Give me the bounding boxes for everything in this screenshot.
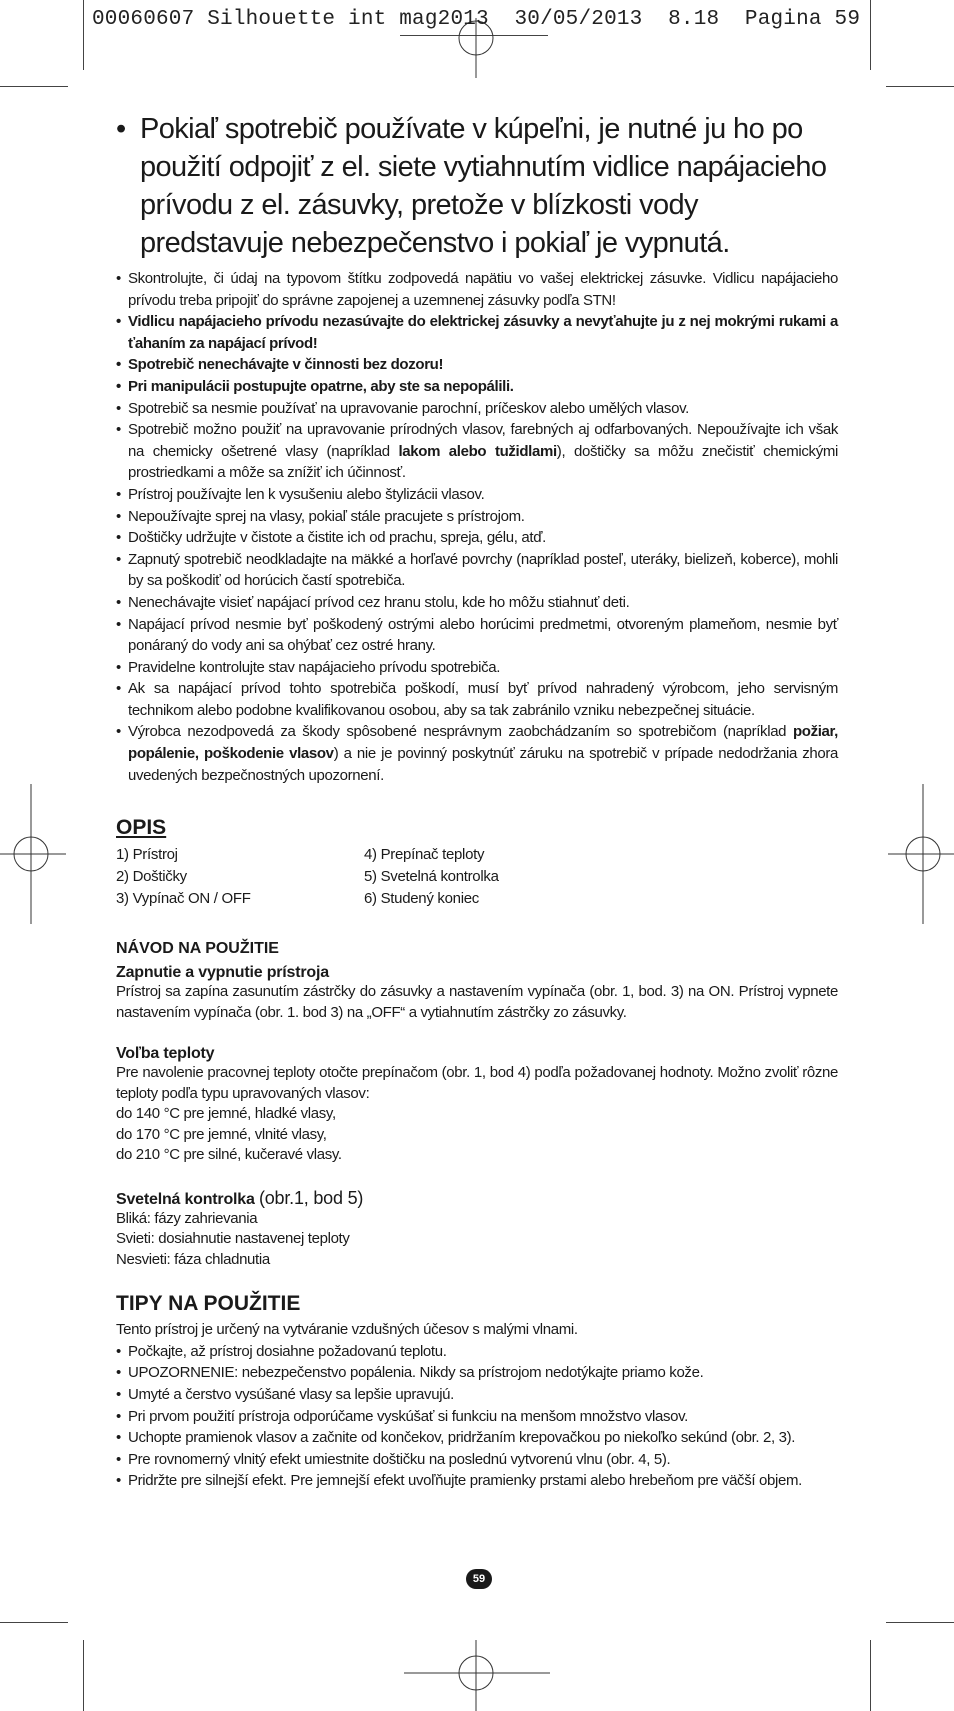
part-item: 5) Svetelná kontrolka bbox=[364, 868, 499, 886]
list-item: • Pri manipulácii postupujte opatrne, aby ste sa nepopálili. bbox=[116, 376, 838, 398]
list-item: • Vidlicu napájacieho prívodu nezasúvajte do elektrickej zásuvky a nevyťahujte ju z nej mokrými rukami a ťahaním za napájací prívod! bbox=[116, 311, 838, 354]
list-item: • Umyté a čerstvo vysúšané vlasy sa lepšie upravujú. bbox=[116, 1384, 838, 1406]
list-item: • Pridržte pre silnejší efekt. Pre jemnejší efekt uvoľňujte pramienky prstami alebo hrebeňom pre väčší objem. bbox=[116, 1470, 838, 1492]
section-title-navod: NÁVOD NA POUŽITIE bbox=[116, 940, 279, 958]
list-item: • UPOZORNENIE: nebezpečenstvo popálenia. Nikdy sa prístrojom nedotýkajte priamo kože. bbox=[116, 1362, 838, 1384]
temperature-line: do 210 °C pre silné, kučeravé vlasy. bbox=[116, 1146, 342, 1164]
list-item: • Pravidelne kontrolujte stav napájacieho prívodu spotrebiča. bbox=[116, 657, 838, 679]
bullet: • bbox=[116, 113, 126, 145]
crop-mark bbox=[886, 1622, 954, 1623]
list-item bbox=[116, 419, 838, 484]
crop-mark bbox=[83, 1640, 84, 1711]
registration-mark-left bbox=[0, 784, 66, 924]
bold-run: lakom alebo tužidlami bbox=[398, 442, 557, 460]
parts-list bbox=[116, 844, 838, 910]
temperature-line: do 140 °C pre jemné, hladké vlasy, bbox=[116, 1105, 336, 1123]
part-item: 2) Doštičky bbox=[116, 868, 187, 886]
registration-mark-bottom bbox=[404, 1640, 550, 1711]
page-number-badge: 59 bbox=[466, 1569, 492, 1589]
subheading-text: Svetelná kontrolka bbox=[116, 1190, 255, 1208]
bold-run: požiar, popálenie, poškodenie vlasov bbox=[128, 723, 838, 763]
paragraph-zapnutie: Prístroj sa zapína zasunutím zástrčky do zásuvky a nastavením vypínača (obr. 1, bod. 3) na ON. Prístroj vypnete nastavením vypínača (obr. 1. bod 3) na „OFF“ a vytiahnutím zástrčky zo zásuvky. bbox=[116, 983, 838, 1021]
subheading-zapnutie: Zapnutie a vypnutie prístroja bbox=[116, 964, 329, 982]
part-item: 3) Vypínač ON / OFF bbox=[116, 890, 251, 908]
section-title-tipy: TIPY NA POUŽITIE bbox=[116, 1292, 301, 1316]
list-item bbox=[116, 721, 838, 786]
registration-mark-right bbox=[888, 784, 954, 924]
crop-mark bbox=[870, 0, 871, 70]
crop-mark bbox=[870, 1640, 871, 1711]
part-item: 1) Prístroj bbox=[116, 846, 178, 864]
list-item: • Ak sa napájací prívod tohto spotrebiča poškodí, musí byť prívod nahradený výrobcom, jeho servisným technikom alebo podobne kvalifikovanou osobou, aby sa tak zabránilo vzniku nebezpečnej situácie. bbox=[116, 678, 838, 721]
list-item: • Doštičky udržujte v čistote a čistite ich od prachu, spreja, gélu, atď. bbox=[116, 527, 838, 549]
temperature-line: do 170 °C pre jemné, vlnité vlasy, bbox=[116, 1125, 327, 1143]
crop-mark bbox=[0, 1622, 68, 1623]
list-item: • Počkajte, až prístroj dosiahne požadovanú teplotu. bbox=[116, 1341, 838, 1363]
text-run: Výrobca nezodpovedá za škody spôsobené nesprávnym zaobchádzaním so spotrebičom (napríklad bbox=[128, 723, 793, 741]
list-item: • Prístroj používajte len k vysušeniu alebo štylizácii vlasov. bbox=[116, 484, 838, 506]
tips-intro: Tento prístroj je určený na vytváranie vzdušných účesov s malými vlnami. bbox=[116, 1321, 578, 1339]
list-item: • Spotrebič nenechávajte v činnosti bez dozoru! bbox=[116, 354, 838, 376]
page-content bbox=[116, 110, 838, 1492]
crop-mark bbox=[83, 0, 84, 70]
subheading-volba: Voľba teploty bbox=[116, 1045, 215, 1063]
list-item: • Pri prvom použití prístroja odporúčame vyskúšať si funkciu na menšom množstvo vlasov. bbox=[116, 1406, 838, 1428]
tips-list bbox=[116, 1341, 838, 1492]
text-run: ) a nie je povinný poskytnúť záruku na spotrebič v prípade nedodržania zhora uvedených bezpečnostných upozornení. bbox=[128, 745, 839, 784]
list-item: • Skontrolujte, či údaj na typovom štítku zodpovedá napätiu vo vašej elektrickej zásuvke. Vidlicu napájacieho prívodu treba pripojiť do správne zapojenej a uzemnenej zásuvky podľa STN! bbox=[116, 268, 838, 311]
safety-list bbox=[116, 268, 838, 786]
indicator-line: Bliká: fázy zahrievania bbox=[116, 1209, 258, 1227]
crop-mark bbox=[0, 86, 68, 87]
part-item: 4) Prepínač teploty bbox=[364, 846, 485, 864]
text-run: ), doštičky sa môžu znečistiť chemickými prostriedkami a môže sa znížiť ich účinnosť. bbox=[128, 442, 838, 482]
figure-reference: (obr.1, bod 5) bbox=[258, 1187, 364, 1208]
indicator-line: Svieti: dosiahnutie nastavenej teploty bbox=[116, 1230, 350, 1248]
part-item: 6) Studený koniec bbox=[364, 890, 479, 908]
list-item: • Spotrebič sa nesmie používať na upravovanie parochní, príčeskov alebo umělých vlasov. bbox=[116, 398, 838, 420]
list-item: • Napájací prívod nesmie byť poškodený ostrými alebo horúcimi predmetmi, otvoreným plameňom, nesmie byť ponáraný do vody ani sa ohýbať cez ostré hrany. bbox=[116, 614, 838, 657]
lead-warning bbox=[116, 110, 838, 262]
text-run: Spotrebič možno použiť na upravovanie prírodných vlasov, farebných aj odfarbovaných. Nepoužívajte ich však na chemicky ošetrené vlasy (napríklad bbox=[128, 421, 838, 460]
spacer bbox=[116, 1166, 838, 1182]
spacer bbox=[116, 1023, 838, 1039]
section-title-opis: OPIS bbox=[116, 816, 167, 840]
list-item: • Zapnutý spotrebič neodkladajte na mäkké a horľavé povrchy (napríklad posteľ, uteráky, bielizeň, koberce), mohli by sa poškodiť od horúcich častí spotrebiča. bbox=[116, 549, 838, 592]
lead-warning-text: Pokiaľ spotrebič používate v kúpeľni, je nutné ju ho po použití odpojiť z el. siete vytiahnutím vidlice napájacieho prívodu z el. zásuvky, pretože v blízkosti vody predstavuje nebezpečenstvo i pokiaľ je vypnutá. bbox=[140, 113, 827, 259]
list-item: • Uchopte pramienok vlasov a začnite od končekov, pridržaním krepovačkou po niekoľko sekúnd (obr. 2, 3). bbox=[116, 1427, 838, 1449]
indicator-line: Nesvieti: fáza chladnutia bbox=[116, 1250, 270, 1268]
subheading-kontrolka bbox=[116, 1188, 838, 1209]
print-slug-header: 00060607 Silhouette int mag2013 30/05/2013 8.18 Pagina 59 bbox=[92, 8, 861, 31]
paragraph-volba: Pre navolenie pracovnej teploty otočte prepínačom (obr. 1, bod 4) podľa požadovanej hodnoty. Možno zvoliť rôzne teploty podľa typu upravovaných vlasov: bbox=[116, 1064, 838, 1102]
list-item: • Nepoužívajte sprej na vlasy, pokiaľ stále pracujete s prístrojom. bbox=[116, 506, 838, 528]
list-item: • Pre rovnomerný vlnitý efekt umiestnite doštičku na poslednú vytvorenú vlnu (obr. 4, 5). bbox=[116, 1449, 838, 1471]
list-item: • Nenechávajte visieť napájací prívod cez hranu stolu, kde ho môžu stiahnuť deti. bbox=[116, 592, 838, 614]
crop-mark bbox=[886, 86, 954, 87]
